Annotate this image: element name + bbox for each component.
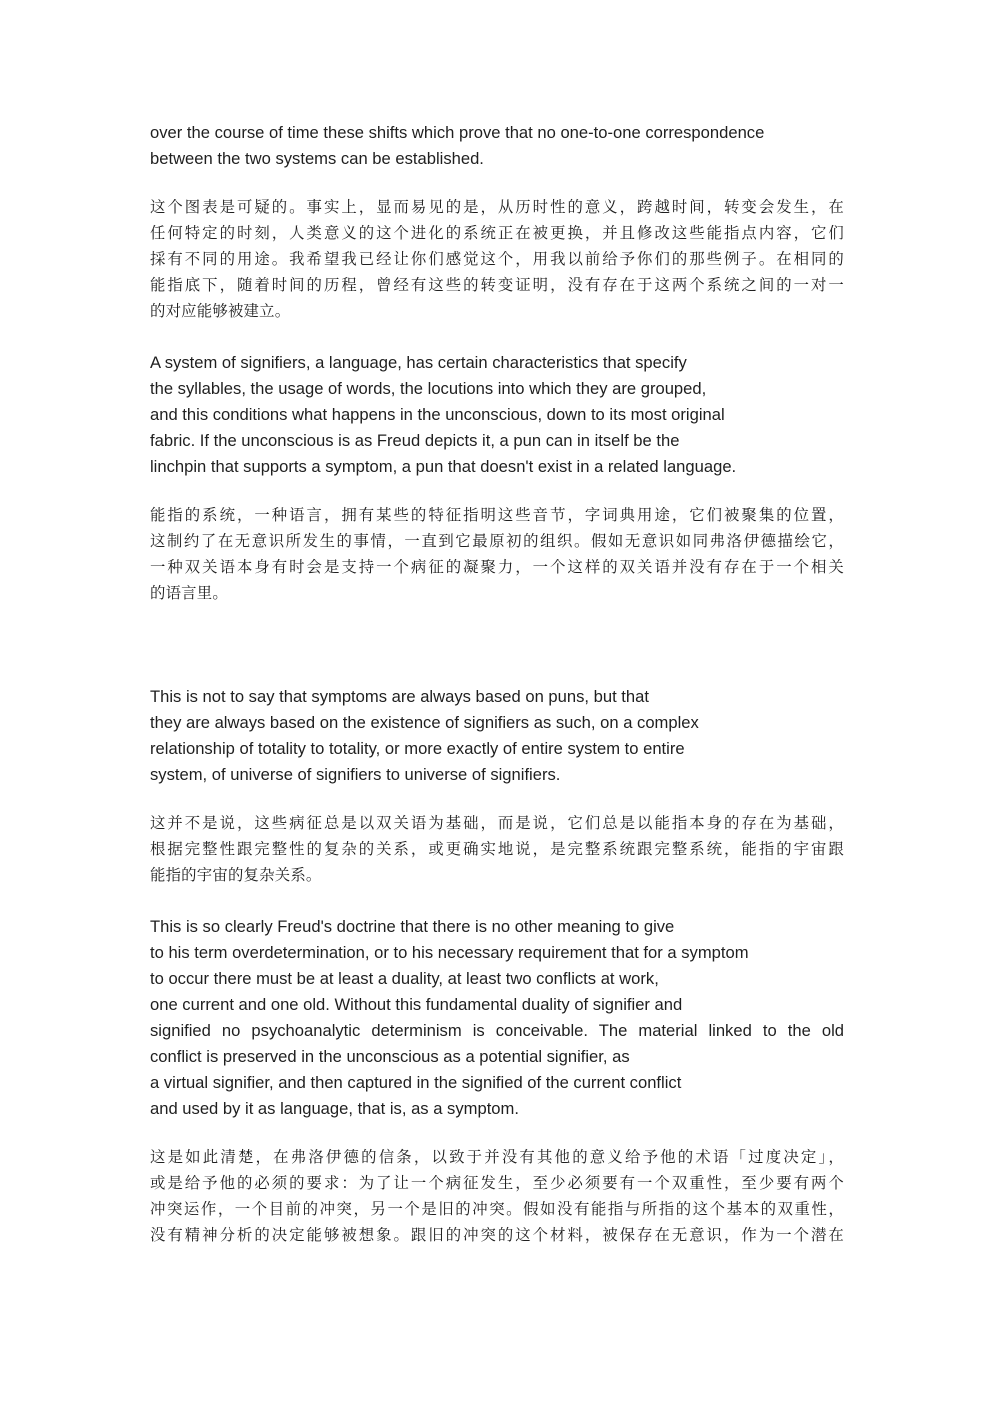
text-line: and used by it as language, that is, as a symptom. <box>150 1099 519 1118</box>
chinese-paragraph-2 <box>150 502 844 606</box>
text-line: 这个图表是可疑的。事实上，显而易见的是，从历时性的意义，跨越时间，转变会发生，在 <box>150 198 844 216</box>
text-line: A system of signifiers, a language, has certain characteristics that specify <box>150 353 687 372</box>
text-line: 採有不同的用途。我希望我已经让你们感觉这个，用我以前给予你们的那些例子。在相同的 <box>150 250 844 268</box>
text-line: between the two systems can be established. <box>150 149 484 168</box>
text-line: system, of universe of signifiers to universe of signifiers. <box>150 765 561 784</box>
text-line: conflict is preserved in the unconscious as a potential signifier, as <box>150 1047 630 1066</box>
text-line: 能指底下，随着时间的历程，曾经有这些的转变证明，没有存在于这两个系统之间的一对一 <box>150 276 844 294</box>
text-line: one current and one old. Without this fundamental duality of signifier and <box>150 995 683 1014</box>
chinese-paragraph-4 <box>150 1144 844 1248</box>
text-line: This is not to say that symptoms are always based on puns, but that <box>150 687 649 706</box>
text-line: This is so clearly Freud's doctrine that there is no other meaning to give <box>150 917 675 936</box>
english-paragraph-2 <box>150 350 844 480</box>
text-line: 的语言里。 <box>150 584 228 602</box>
text-line: signified no psychoanalytic determinism is conceivable. The material linked to the old <box>150 1021 844 1040</box>
text-line: over the course of time these shifts which prove that no one-to-one correspondence <box>150 123 765 142</box>
text-line: 根据完整性跟完整性的复杂的关系，或更确实地说，是完整系统跟完整系统，能指的宇宙跟 <box>150 840 844 858</box>
text-line: relationship of totality to totality, or more exactly of entire system to entire <box>150 739 685 758</box>
text-line: to occur there must be at least a duality, at least two conflicts at work, <box>150 969 659 988</box>
text-line: 这并不是说，这些病征总是以双关语为基础，而是说，它们总是以能指本身的存在为基础， <box>150 814 844 832</box>
english-paragraph-1 <box>150 120 844 172</box>
english-paragraph-3 <box>150 684 844 788</box>
text-line: 冲突运作，一个目前的冲突，另一个是旧的冲突。假如没有能指与所指的这个基本的双重性， <box>150 1200 844 1218</box>
text-line: linchpin that supports a symptom, a pun that doesn't exist in a related language. <box>150 457 737 476</box>
text-line: 能指的系统，一种语言，拥有某些的特征指明这些音节，字词典用途，它们被聚集的位置， <box>150 506 844 524</box>
text-line: 一种双关语本身有时会是支持一个病征的凝聚力，一个这样的双关语并没有存在于一个相关 <box>150 558 844 576</box>
text-line: a virtual signifier, and then captured in the signified of the current conflict <box>150 1073 682 1092</box>
text-line: 的对应能够被建立。 <box>150 302 291 320</box>
english-paragraph-4 <box>150 914 844 1122</box>
text-line: 这是如此清楚，在弗洛伊德的信条，以致于并没有其他的意义给予他的术语「过度决定」， <box>150 1148 844 1166</box>
chinese-paragraph-1 <box>150 194 844 324</box>
text-line: the syllables, the usage of words, the locutions into which they are grouped, <box>150 379 707 398</box>
text-line: to his term overdetermination, or to his necessary requirement that for a symptom <box>150 943 749 962</box>
text-line: 或是给予他的必须的要求：为了让一个病征发生，至少必须要有一个双重性，至少要有两个 <box>150 1174 844 1192</box>
text-line: 能指的宇宙的复杂关系。 <box>150 866 322 884</box>
text-line: 任何特定的时刻，人类意义的这个进化的系统正在被更换，并且修改这些能指点内容，它们 <box>150 224 844 242</box>
text-line: 没有精神分析的决定能够被想象。跟旧的冲突的这个材料，被保存在无意识，作为一个潜在 <box>150 1226 844 1244</box>
text-line: they are always based on the existence of signifiers as such, on a complex <box>150 713 699 732</box>
text-line: and this conditions what happens in the unconscious, down to its most original <box>150 405 725 424</box>
document-body <box>150 120 844 1248</box>
chinese-paragraph-3 <box>150 810 844 888</box>
text-line: fabric. If the unconscious is as Freud depicts it, a pun can in itself be the <box>150 431 680 450</box>
text-line: 这制约了在无意识所发生的事情，一直到它最原初的组织。假如无意识如同弗洛伊德描绘它， <box>150 532 844 550</box>
